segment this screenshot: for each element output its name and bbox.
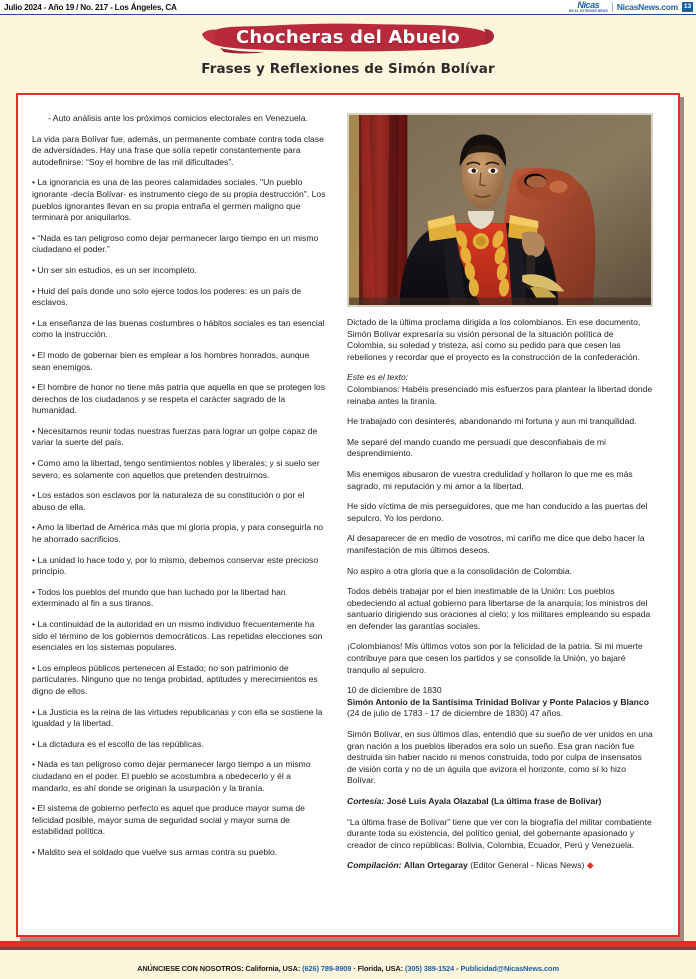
quote-paragraph: • Los estados son esclavos por la naturaleza de su constitución o por el abuso de ella. [32,490,305,512]
final-paragraph: “La última frase de Bolívar” tiene que ver con la biografía del militar combatiente durante toda su existencia, del político genial, del gobernante apasionado y creador de cinco repúblicas: Bolivia, Colombia, Ecuador, Perú y Venezuela. [347,816,652,850]
footer-ad-label: ANÚNCIESE CON NOSOTROS: [137,964,244,973]
section-title: Chocheras del Abuelo [236,27,460,48]
compilation-name: Allan Ortegaray [403,860,468,871]
quote-paragraph: La vida para Bolívar fue, además, un permanente combate contra toda clase de adversidades. Hay una frase que solía repetir constantemente para autodefinirse: “Soy el hombre de las mil dificultades”. [32,133,324,167]
nicas-tagline: EN EL EXTERIOR NEWS [568,9,608,14]
masthead-divider [612,2,613,12]
text-intro-italic: Este es el texto: [347,372,409,383]
quote-paragraph: • La ignorancia es una de las peores calamidades sociales. "Un pueblo ignorante -decía Bolívar- es instrumento ciego de su propia destrucción". Los pueblos ignorantes llevan en su propia entraña el germen maligno que terminará por aniquilarlos. [32,177,326,223]
end-mark-icon: ◆ [586,860,594,871]
portrait-illustration [349,115,651,305]
footer-fl-phone[interactable]: (305) 389-1524 [405,964,455,973]
site-url-link[interactable]: NicasNews.com [616,1,678,12]
footer-ca-label: California, USA: [243,964,303,973]
compilation-role: (Editor General - Nicas News) [467,860,587,871]
closing-paragraph: Simón Bolívar, en sus últimos días, entendió que su sueño de ver unidos en una gran nación a los pueblos liberados era solo un sueño. Esa gran nación fue destruida sin haber nacido ni menos construida, todo por culpa de insensatos de visión corta y no de un águila que avizora el horizonte, como sí lo hizo Bolívar. [347,729,653,786]
footer-email-separator: - [454,964,461,973]
quote-paragraph: • Un ser sin estudios, es un ser incompleto. [32,264,197,275]
article-container [16,93,680,937]
quote-paragraph: • Como amo la libertad, tengo sentimientos nobles y liberales; y si suelo ser severo, es solamente con aquellos que pretenden destruirnos. [32,458,320,480]
quote-paragraph: • Todos los pueblos del mundo que han luchado por la libertad han exterminado al fin a sus tiranos. [32,586,286,609]
signature-dates: (24 de julio de 1783 - 17 de diciembre de 1830) 47 años. [347,708,563,719]
quote-paragraph: • Nada es tan peligroso como dejar permanecer largo tiempo a un mismo ciudadano en el poder. El pueblo se acostumbra a obedecerlo y él a mandarlo, es ahí donde se originan la usurpación y la tiranía. [32,759,311,793]
footer-ad-text [137,964,559,973]
nicas-logo[interactable] [569,1,608,14]
quote-paragraph: • El modo de gobernar bien es emplear a los hombres honrados, aunque sean enemigos. [32,349,310,372]
nicas-wordmark: Nicas [577,0,600,10]
signature-block [347,685,653,720]
quote-paragraph: • “Nada es tan peligroso como dejar permanecer largo tiempo en un mismo ciudadano el poder.” [32,232,319,255]
quote-paragraph: • El sistema de gobierno perfecto es aquel que produce mayor suma de felicidad posible, mayor suma de seguridad social y mayor suma de estabilidad política. [32,803,305,837]
intro-paragraph: Dictado de la última proclama dirigida a los colombianos. En ese documento, Simón Bolívar expresaría su visión personal de la situación política de Colombia, su soledad y tristeza, así como su pedido para que cesen las rebeliones y recordar que el proyecto es la construcción de la confederación. [347,317,641,362]
section-subtitle: Frases y Reflexiones de Simón Bolívar [201,61,495,77]
proclamation-paragraph: Todos debéis trabajar por el bien inestimable de la Unión: Los pueblos obedeciendo al actual gobierno para libertarse de la anarquía; los ministros del santuario dirigiendo sus oraciones al cielo; y los militares empleando su espada en defender las garantías sociales. [347,586,651,631]
footer-bar [0,958,696,979]
footer-ca-phone[interactable]: (626) 789-8909 [302,964,352,973]
bolivar-portrait-image [347,113,653,307]
compilation-line [347,860,653,872]
text-intro-rest: Colombianos: Habéis presenciado mis esfuerzos para plantear la libertad donde reinaba antes la tiranía. [347,383,653,406]
quote-paragraph: • Huid del país donde uno solo ejerce todos los poderes: es un país de esclavos. [32,285,302,308]
quote-paragraph: • Necesitamos reunir todas nuestras fuerzas para lograr un golpe capaz de variar la suerte del país. [32,425,318,448]
proclamation-paragraph: Me separé del mando cuando me persuadí que desconfiabais de mi desprendimiento. [347,436,606,459]
masthead-branding [569,1,693,14]
quote-paragraph: • Los empleos públicos pertenecen al Estado; no son patrimonio de particulares. Ninguno que no tenga probidad, aptitudes y merecimientos es digno de ellos. [32,662,318,696]
masthead-bar [0,0,696,15]
quote-paragraph: • Maldito sea el soldado que vuelve sus armas contra su pueblo. [32,846,278,857]
signature-name: Simón Antonio de la Santísima Trinidad Bolívar y Ponte Palacios y Blanco [347,696,649,707]
quote-paragraph: • La Justicia es la reina de las virtudes republicanas y con ella se sostiene la igualdad y la libertad. [32,706,323,729]
proclamation-paragraph: He trabajado con desinterés, abandonando mi fortuna y aun mi tranquilidad. [347,416,637,427]
proclamation-paragraph: No aspiro a otra gloria que a la consolidación de Colombia. [347,565,573,576]
title-block [0,15,696,93]
quote-paragraph: • Amo la libertad de América más que mi gloria propia, y para conseguirla no he ahorrado sacrificios. [32,522,324,545]
proclamation-paragraph: Al desaparecer de en medio de vosotros, mi cariño me dice que debo hacer la manifestación de mis últimos deseos. [347,533,645,555]
issue-info: Julio 2024 - Año 19 / No. 217 - Los Ángeles, CA [4,2,177,12]
page-number-badge: 13 [683,3,692,11]
quote-paragraph: • La enseñanza de las buenas costumbres o hábitos sociales es tan esencial como la instrucción. [32,317,325,340]
article-columns [18,95,678,935]
courtesy-line [347,796,653,808]
courtesy-label: Cortesía: [347,796,385,806]
proclamation-paragraph: He sido víctima de mis perseguidores, que me han conducido a las puertas del sepulcro. Yo los perdono. [347,501,648,523]
quote-paragraph: • La continuidad de la autoridad en un mismo individuo frecuentemente ha sido el término de los gobiernos democráticos. Las repetidas elecciones son esenciales en los sistemas populares. [32,619,323,653]
proclamation-paragraph: ¡Colombianos! Mis últimos votos son por la felicidad de la patria. Si mi muerte contribuye para que cesen los partidos y se consolide la Unión, yo bajaré tranquilo al sepulcro. [347,641,643,675]
left-column [32,113,330,925]
footer-shadow-band [0,947,696,950]
quote-paragraph: • El hombre de honor no tiene más patria que aquella en que se protegen los derechos de los ciudadanos y se respeta el carácter sagrado de la humanidad. [32,382,326,416]
proclamation-paragraph: Mis enemigos abusaron de vuestra credulidad y hollaron lo que me es más sagrado, mi reputación y mi amor a la libertad. [347,468,633,491]
quote-paragraph: • La dictadura es el escollo de las repúblicas. [32,738,204,749]
compilation-label: Compilación: [347,860,402,871]
right-column [347,113,653,925]
footer-email-link[interactable]: Publicidad@NicasNews.com [460,964,559,973]
text-intro-block [347,372,653,407]
courtesy-name: José Luis Ayala Olazabal (La última frase de Bolívar) [386,796,602,806]
footer-separator: · Florida, USA: [351,964,406,973]
signature-date: 10 de diciembre de 1830 [347,685,442,696]
brush-banner [202,21,494,54]
quote-paragraph: • La unidad lo hace todo y, por lo mismo, debemos conservar este precioso principio. [32,554,319,577]
lead-line: - Auto análisis ante los próximos comicios electorales en Venezuela. [48,113,308,123]
